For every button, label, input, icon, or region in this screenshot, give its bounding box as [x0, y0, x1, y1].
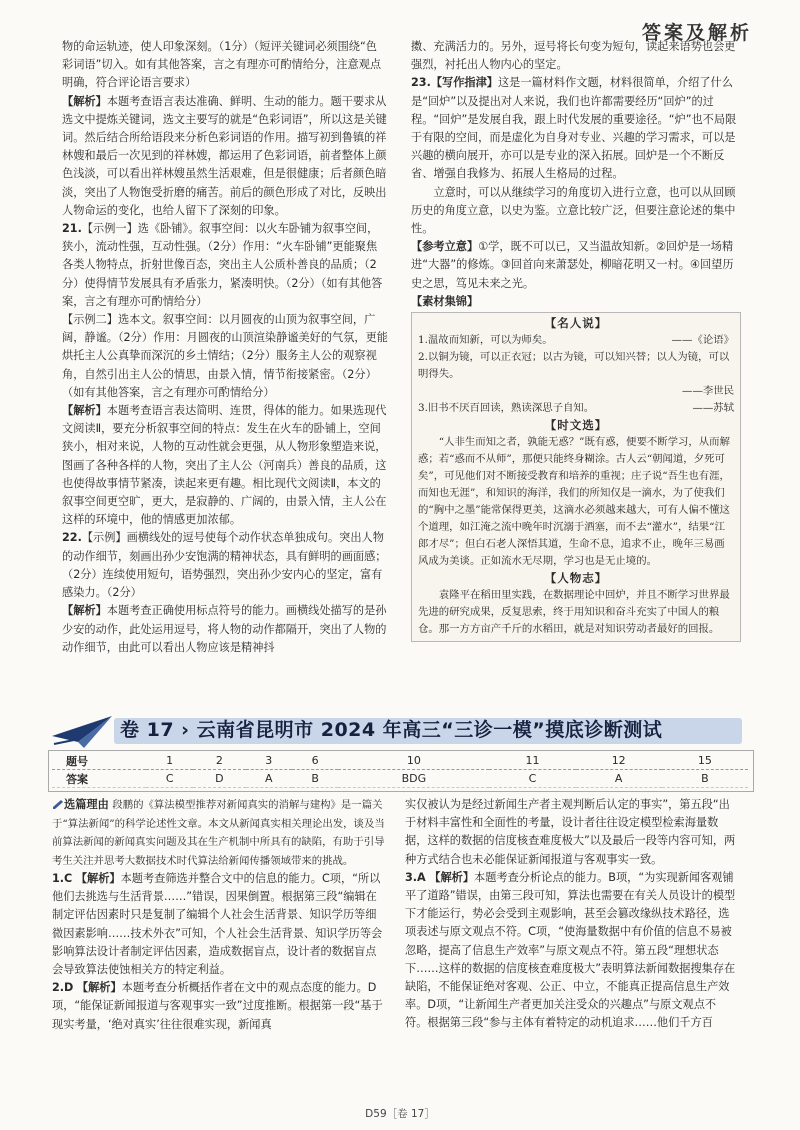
- question-number-cell: 10: [338, 752, 489, 770]
- reason-text: 段鹏的《算法模型推荐对新闻真实的消解与建构》是一篇关于“算法新闻”的科学论述性文章。本文从新闻真实相关理论出发，谈及当前算法新闻的新闻真实问题及其在生产机制中所具有的缺陷，有助于引导考生关注并思考大数据技术时代算法给新闻传播领域带来的挑战。: [52, 799, 385, 867]
- banner-title: 卷 17 › 云南省昆明市 2024 年高三“三诊一模”摸底诊断测试: [120, 719, 663, 741]
- answer-cell: A: [576, 770, 662, 788]
- question-number: 3.A: [405, 870, 426, 884]
- answer-example: 【示例】画横线处的逗号使每个动作状态单独成句。突出人物的动作细节，刻画出孙少安饱满的精神状态，具有鲜明的画面感；（2分）连续使用短句，语势强烈，突出孙少安内心的坚定，富有感染力。（2分）: [62, 531, 387, 600]
- material-box: [411, 312, 741, 642]
- table-row: [52, 752, 748, 770]
- analysis-text: 本题考查分析概括作者在文中的观点态度的能力。D项，“能保证新闻报道与客观事实一致”过度推断。根据第一段“基于现实考量，‘绝对真实’往往很难实现，新闻真: [52, 981, 383, 1031]
- analysis-tag: 【解析】: [62, 604, 107, 618]
- analysis-text: 本题考查分析论点的能力。B项，“为实现新闻客观铺平了道路”错误，由第三段可知，算法也需要在有关人员设计的模型下才能运行，势必会受到主观影响，甚至会篡改缘纵技术路径，选项表述与原文观点不符。C项，“使海量数据中有价值的信息不易被忽略，提高了信息生产效率”与原文观点不符。第五段“理想状态下……这样的数据的信度核查难度极大”表明算法新闻数据搜集存在缺陷，不能保证绝对客观、公正、中立，不能真正提高信息生产效率。D项，“让新闻生产者更加关注受众的兴趣点”与原文观点不符。根据第三段“参与主体有着特定的动机追求……他们千方百: [405, 870, 736, 1030]
- analysis-paragraph: [62, 93, 388, 220]
- material-heading: 【素材集锦】: [411, 294, 479, 308]
- paragraph: 物的命运轨迹，使人印象深刻。（1分）（短评关键词必须围绕“色彩词语”切入。如有其他答案，言之有理亦可酌情给分，注意观点明确，符合评论语言要求）: [62, 40, 382, 90]
- top-left-column: [62, 38, 388, 718]
- analysis-tag: 【解析】: [75, 872, 121, 885]
- answer-cell: BDG: [338, 770, 489, 788]
- box-title: 【时文选】: [544, 418, 608, 433]
- reference-idea: [411, 238, 741, 293]
- analysis-tag: 【解析】: [429, 870, 475, 884]
- essay-text: “人非生而知之者，孰能无惑？”既有惑，便要不断学习，从而解惑；若“惑而不从师”，那便只能终身糊涂。古人云“朝闻道，夕死可矣”，可见他们对不断接受教育和培养的重视；庄子说“吾生也有涯，而知也无涯”，和知识的海洋，我们的所知仅是一滴水，为了使我们的“胸中之墨”能常保得更美，这滴水必须越来越大，可有人偏不懂这个道理，如江淹之流中晚年时沉溺于酒塞，而不去“灌水”，结果“江郎才尽”；但白石老人深悟其道，生命不息，追求不止，晚年三易画风成为美谈。正如流水无尽期，学习也是无止境的。: [418, 436, 730, 568]
- quote-source: ——李世民: [682, 385, 734, 398]
- table-row: [52, 770, 748, 788]
- question-number: 1.C: [52, 872, 73, 885]
- selection-reason: [52, 796, 385, 870]
- writing-guide-text: 这是一篇材料作文题，材料很简单，介绍了什么是“回炉”以及提出对人来说，我们也许都需要经历“回炉”的过程。“回炉”是发展自我，跟上时代发展的重要途径。“炉”也不局限于有限的空间，而是虚化为自身对专业、兴趣的学习需求，可以是兴趣的横向展开，亦可以是专业的深入拓展。回炉是一个不断反省、增强自我修为、拓展人生格局的过程。: [411, 76, 737, 181]
- question-number: 23.: [411, 76, 431, 90]
- question-number-cell: 2: [193, 752, 245, 770]
- top-right-column: [411, 38, 741, 710]
- question-number: 2.D: [52, 981, 74, 995]
- paragraph: 擞、充满活力的。另外，逗号将长句变为短句，读起来语势也会更强烈，衬托出人物内心的坚定。: [411, 40, 736, 72]
- quote-text: 3.旧书不厌百回读，熟读深思子自知。: [418, 402, 595, 415]
- answer-example-1: 【示例一】选《卧铺》。叙事空间：以火车卧铺为叙事空间，狭小，流动性强，互动性强。（2分）作用：“火车卧铺”更能聚焦各类人物特点，折射世像百态，突出主人公质朴善良的品质；（2分）使得情节发展具有矛盾张力，紧凑明快。（2分）（如有其他答案，言之有理亦可酌情给分）: [62, 222, 383, 308]
- box-title: 【名人说】: [544, 316, 608, 331]
- answer-cell: B: [662, 770, 748, 788]
- quote-2: 2.以铜为镜，可以正衣冠；以古为镜，可以知兴替；以人为镜，可以明得失。: [418, 351, 730, 381]
- analysis-text: 本题考查正确使用标点符号的能力。画横线处描写的是孙少安的动作，此处运用逗号，将人物的动作都隔开，突出了人物的动作细节，由此可以看出人物应该是精神抖: [62, 604, 387, 654]
- reference-tag: 【参考立意】: [411, 240, 479, 254]
- bottom-right-column: [405, 796, 737, 1100]
- test-banner: [48, 710, 748, 750]
- analysis-text: 本题考查筛选并整合文中的信息的能力。C项，“所以他们去挑选与生活背景……”错误，因果倒置。根据第三段“编辑在制定评估因素时只是复制了编辑个人社会生活背景、知识学历等细微因素影响……技术外衣”可知，个人社会生活背景、知识学历等会影响算法设计者制定评估因素，造成数据盲点，设计者的数据盲点会导致算法使蚀相关方的特定利益。: [52, 872, 383, 977]
- question-22: [62, 529, 388, 602]
- answer-table: [52, 752, 748, 788]
- question-number-cell: 11: [489, 752, 575, 770]
- page-header-title: 答案及解析: [641, 22, 752, 44]
- answer-example-2: 【示例二】选本文。叙事空间：以月圆夜的山顶为叙事空间，广阔，静谧。（2分）作用：月圆夜的山顶渲染静谧美好的气氛，更能烘托主人公真挚而深沉的乡土情结；（2分）服务主人公的观察视角，自然引出主人公的情思，由景入情，情节衔接紧密。（2分）（如有其他答案，言之有理亦可酌情给分）: [62, 313, 388, 399]
- paper-plane-icon: [48, 710, 118, 750]
- answer-cell: D: [193, 770, 245, 788]
- analysis-tag: 【解析】: [62, 404, 107, 418]
- analysis-text: 本题考查语言表达简明、连贯，得体的能力。如果选现代文阅读Ⅱ，要充分析叙事空间的特点：发生在火车的卧铺上，空间狭小，相对来说，人物的互动性就会更强，从人物形象塑造来说，图画了各种各样的人物，突出了主人公（河南兵）善良的品质，这也使得故事情节紧凑，读起来更有趣。相比现代文阅读Ⅱ，本文的叙事空间更空旷，更大，是寂静的、广阔的，由景入情，主人公在这样的环境中，他的情感更加浓郁。: [62, 404, 387, 527]
- analysis-paragraph: [62, 602, 388, 657]
- analysis-tag: 【解析】: [62, 94, 107, 108]
- answer-cell: A: [246, 770, 292, 788]
- question-number-cell: 3: [246, 752, 292, 770]
- quote-1: [418, 332, 734, 349]
- question-23: [411, 74, 741, 183]
- pen-icon: [52, 800, 64, 810]
- answer-cell: C: [146, 770, 193, 788]
- person-text: 袁隆平在稻田里实践，在数据理论中回炉，并且不断学习世界最先进的研究成果，反复思索，终于用知识和奋斗充实了中国人的粮仓。那一方方亩产千斤的水稻田，就是对知识劳动者最好的回报。: [418, 589, 730, 636]
- row-label: 题号: [52, 752, 146, 770]
- question-2: [52, 979, 385, 1034]
- question-number: 22.: [62, 531, 82, 545]
- question-21: [62, 220, 388, 311]
- analysis-paragraph: [62, 402, 388, 529]
- quote-text: 1.温故而知新，可以为师矣。: [418, 334, 553, 347]
- writing-guide-tag: 【写作指津】: [430, 76, 498, 90]
- quote-3: [418, 400, 734, 417]
- row-label: 答案: [52, 770, 146, 788]
- analysis-text: 本题考查语言表达准确、鲜明、生动的能力。题干要求从选文中提炼关键词，选文主要写的就是“色彩词语”，所以这是关键词。然后结合所给语段来分析色彩词语的作用。描写初到鲁镇的祥林嫂和最后一次见到的祥林嫂，都运用了色彩词语，前者整体上颜色浅淡，可以看出祥林嫂虽然生活艰难，但是很健康；后者颜色暗淡，突出了人物饱受折磨的痛苦。前后的颜色形成了对比，反映出人物命运的变化，也给人留下了深刻的印象。: [62, 94, 387, 217]
- bottom-left-column: [52, 796, 385, 1100]
- question-number: 21.: [62, 222, 82, 236]
- question-number-cell: 15: [662, 752, 748, 770]
- quote-source: ——苏轼: [692, 402, 734, 415]
- question-number-cell: 1: [146, 752, 193, 770]
- question-number-cell: 12: [576, 752, 662, 770]
- answer-cell: B: [292, 770, 338, 788]
- question-3: [405, 869, 737, 1033]
- paragraph: 实仅被认为是经过新闻生产者主观判断后认定的事实”，第五段“出于材料丰富性和全面性的考量，设计者往往设定模型检索海量数据，这样的数据的信度核查难度极大”以及最后一段等内容可知，两种方式结合也未必能保证新闻报道与客观事实一致。: [405, 798, 736, 866]
- box-title: 【人物志】: [544, 571, 608, 586]
- answer-cell: C: [489, 770, 575, 788]
- question-1: [52, 870, 385, 979]
- quote-source: ——《论语》: [671, 334, 734, 347]
- page-footer: D59［卷 17］: [365, 1108, 435, 1120]
- reference-text: ①学，既不可以已，又当温故知新。②回炉是一场精进“大器”的修炼。③回首向来萧瑟处，柳暗花明又一村。④回望历史之思，笃见未来之光。: [411, 240, 734, 290]
- analysis-tag: 【解析】: [76, 981, 122, 995]
- question-number-cell: 6: [292, 752, 338, 770]
- reason-heading: 选篇理由: [64, 798, 109, 811]
- paragraph: 立意时，可以从继续学习的角度切入进行立意，也可以从回顾历史的角度立意，以史为鉴。立意比较广泛，但要注意论述的集中性。: [411, 185, 736, 236]
